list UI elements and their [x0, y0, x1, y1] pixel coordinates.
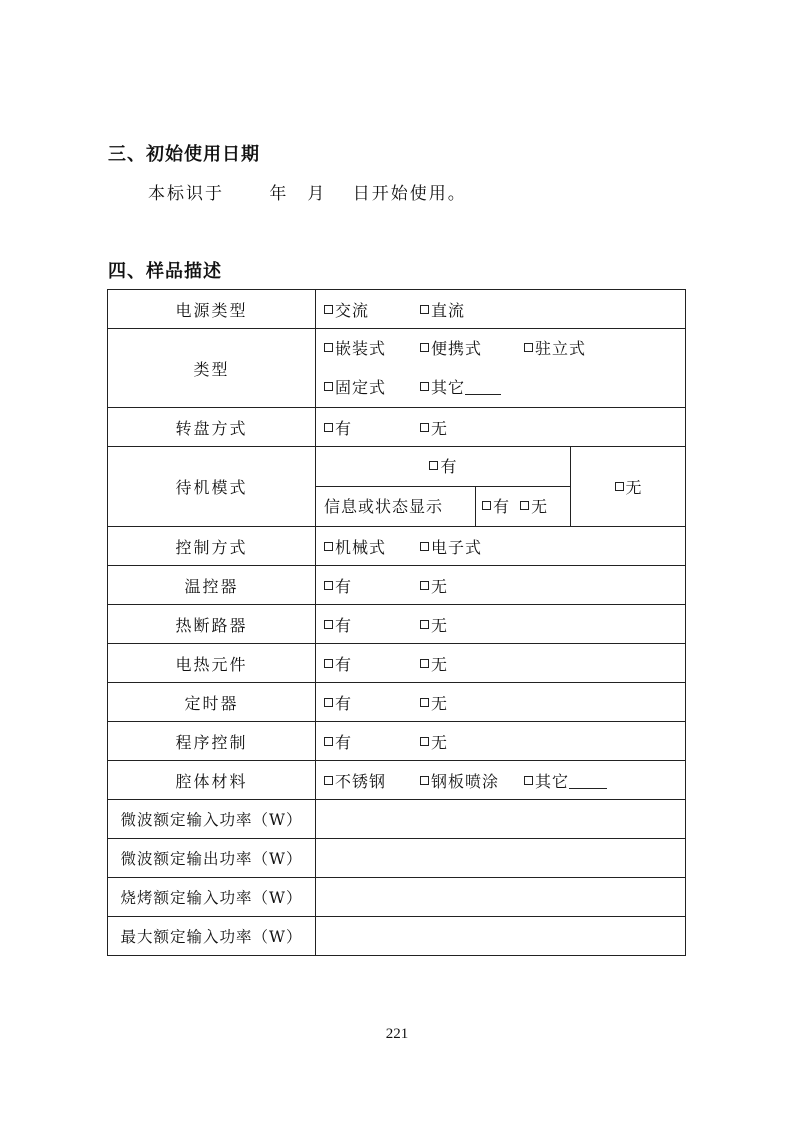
table-row — [108, 527, 686, 566]
fill-in-blank[interactable] — [569, 774, 607, 789]
heater-label: 电热元件 — [108, 644, 316, 683]
checkbox-ac[interactable]: 交流 — [324, 298, 420, 321]
checkbox-electronic[interactable]: 电子式 — [420, 535, 482, 558]
checkbox-stainless[interactable]: 不锈钢 — [324, 769, 420, 792]
sample-description-table — [107, 289, 686, 956]
table-row — [108, 683, 686, 722]
checkbox-icon — [420, 542, 429, 551]
checkbox-icon — [324, 343, 333, 352]
checkbox-cavity-other[interactable]: 其它 — [524, 769, 607, 792]
checkbox-display-yes[interactable]: 有 — [482, 497, 509, 516]
table-row — [108, 878, 686, 917]
checkbox-icon — [524, 776, 533, 785]
checkbox-icon — [324, 659, 333, 668]
checkbox-dc[interactable]: 直流 — [420, 298, 465, 321]
timer-label: 定时器 — [108, 683, 316, 722]
checkbox-built-in[interactable]: 嵌装式 — [324, 329, 420, 368]
table-row — [108, 722, 686, 761]
checkbox-icon — [420, 305, 429, 314]
table-row — [108, 290, 686, 329]
checkbox-standby-no[interactable]: 无 — [571, 447, 686, 527]
section-4-heading: 四、样品描述 — [108, 261, 222, 282]
checkbox-icon — [420, 423, 429, 432]
heater-options — [316, 644, 686, 683]
initial-use-date-line: 本标识于 年 月 日开始使用。 — [148, 184, 467, 204]
checkbox-turntable-yes[interactable]: 有 — [324, 416, 420, 439]
control-label: 控制方式 — [108, 527, 316, 566]
display-label: 信息或状态显示 — [316, 487, 476, 526]
turntable-label: 转盘方式 — [108, 408, 316, 447]
checkbox-icon — [420, 343, 429, 352]
checkbox-icon — [324, 423, 333, 432]
checkbox-icon — [482, 501, 491, 510]
checkbox-fuse-yes[interactable]: 有 — [324, 613, 420, 636]
table-row — [108, 566, 686, 605]
grill-input-power-value[interactable] — [316, 878, 686, 917]
table-row — [108, 408, 686, 447]
table-row — [108, 917, 686, 956]
checkbox-icon — [324, 542, 333, 551]
fuse-label: 热断路器 — [108, 605, 316, 644]
checkbox-heater-yes[interactable]: 有 — [324, 652, 420, 675]
standby-yes-cell — [316, 447, 571, 527]
checkbox-timer-yes[interactable]: 有 — [324, 691, 420, 714]
checkbox-type-other[interactable]: 其它 — [420, 368, 501, 407]
max-input-power-value[interactable] — [316, 917, 686, 956]
timer-options — [316, 683, 686, 722]
checkbox-icon — [324, 620, 333, 629]
checkbox-icon — [324, 581, 333, 590]
checkbox-thermostat-no[interactable]: 无 — [420, 574, 448, 597]
mw-input-power-value[interactable] — [316, 800, 686, 839]
max-input-power-label: 最大额定输入功率（W） — [108, 917, 316, 956]
power-type-label: 电源类型 — [108, 290, 316, 329]
checkbox-icon — [420, 620, 429, 629]
checkbox-standby-yes[interactable]: 有 — [316, 447, 570, 487]
page-number: 221 — [385, 1026, 409, 1042]
checkbox-icon — [420, 698, 429, 707]
checkbox-icon — [324, 776, 333, 785]
checkbox-icon — [420, 659, 429, 668]
checkbox-freestanding[interactable]: 驻立式 — [524, 329, 586, 368]
thermostat-options — [316, 566, 686, 605]
table-row — [108, 800, 686, 839]
thermostat-label: 温控器 — [108, 566, 316, 605]
checkbox-program-no[interactable]: 无 — [420, 730, 448, 753]
control-options — [316, 527, 686, 566]
fuse-options — [316, 605, 686, 644]
table-row — [108, 839, 686, 878]
checkbox-mechanical[interactable]: 机械式 — [324, 535, 420, 558]
table-row — [108, 644, 686, 683]
checkbox-icon — [324, 382, 333, 391]
checkbox-icon — [520, 501, 529, 510]
checkbox-turntable-no[interactable]: 无 — [420, 416, 448, 439]
checkbox-icon — [420, 737, 429, 746]
cavity-label: 腔体材料 — [108, 761, 316, 800]
table-row — [108, 447, 686, 527]
checkbox-icon — [429, 461, 438, 470]
checkbox-icon — [615, 482, 624, 491]
table-row — [108, 329, 686, 408]
turntable-options — [316, 408, 686, 447]
checkbox-heater-no[interactable]: 无 — [420, 652, 448, 675]
power-type-options — [316, 290, 686, 329]
standby-label: 待机模式 — [108, 447, 316, 527]
program-options — [316, 722, 686, 761]
checkbox-fuse-no[interactable]: 无 — [420, 613, 448, 636]
checkbox-coated-steel[interactable]: 钢板喷涂 — [420, 769, 524, 792]
table-row — [108, 761, 686, 800]
mw-input-power-label: 微波额定输入功率（W） — [108, 800, 316, 839]
checkbox-icon — [324, 737, 333, 746]
checkbox-program-yes[interactable]: 有 — [324, 730, 420, 753]
checkbox-thermostat-yes[interactable]: 有 — [324, 574, 420, 597]
checkbox-fixed[interactable]: 固定式 — [324, 368, 420, 407]
mw-output-power-label: 微波额定输出功率（W） — [108, 839, 316, 878]
checkbox-icon — [324, 305, 333, 314]
checkbox-portable[interactable]: 便携式 — [420, 329, 524, 368]
checkbox-icon — [420, 776, 429, 785]
table-row — [108, 605, 686, 644]
checkbox-icon — [524, 343, 533, 352]
checkbox-icon — [420, 382, 429, 391]
fill-in-blank[interactable] — [465, 380, 501, 395]
checkbox-icon — [324, 698, 333, 707]
program-label: 程序控制 — [108, 722, 316, 761]
cavity-options — [316, 761, 686, 800]
mw-output-power-value[interactable] — [316, 839, 686, 878]
checkbox-timer-no[interactable]: 无 — [420, 691, 448, 714]
checkbox-display-no[interactable]: 无 — [520, 497, 547, 516]
grill-input-power-label: 烧烤额定输入功率（W） — [108, 878, 316, 917]
section-3-heading: 三、初始使用日期 — [108, 144, 260, 165]
type-options — [316, 329, 686, 408]
type-label: 类型 — [108, 329, 316, 408]
checkbox-icon — [420, 581, 429, 590]
